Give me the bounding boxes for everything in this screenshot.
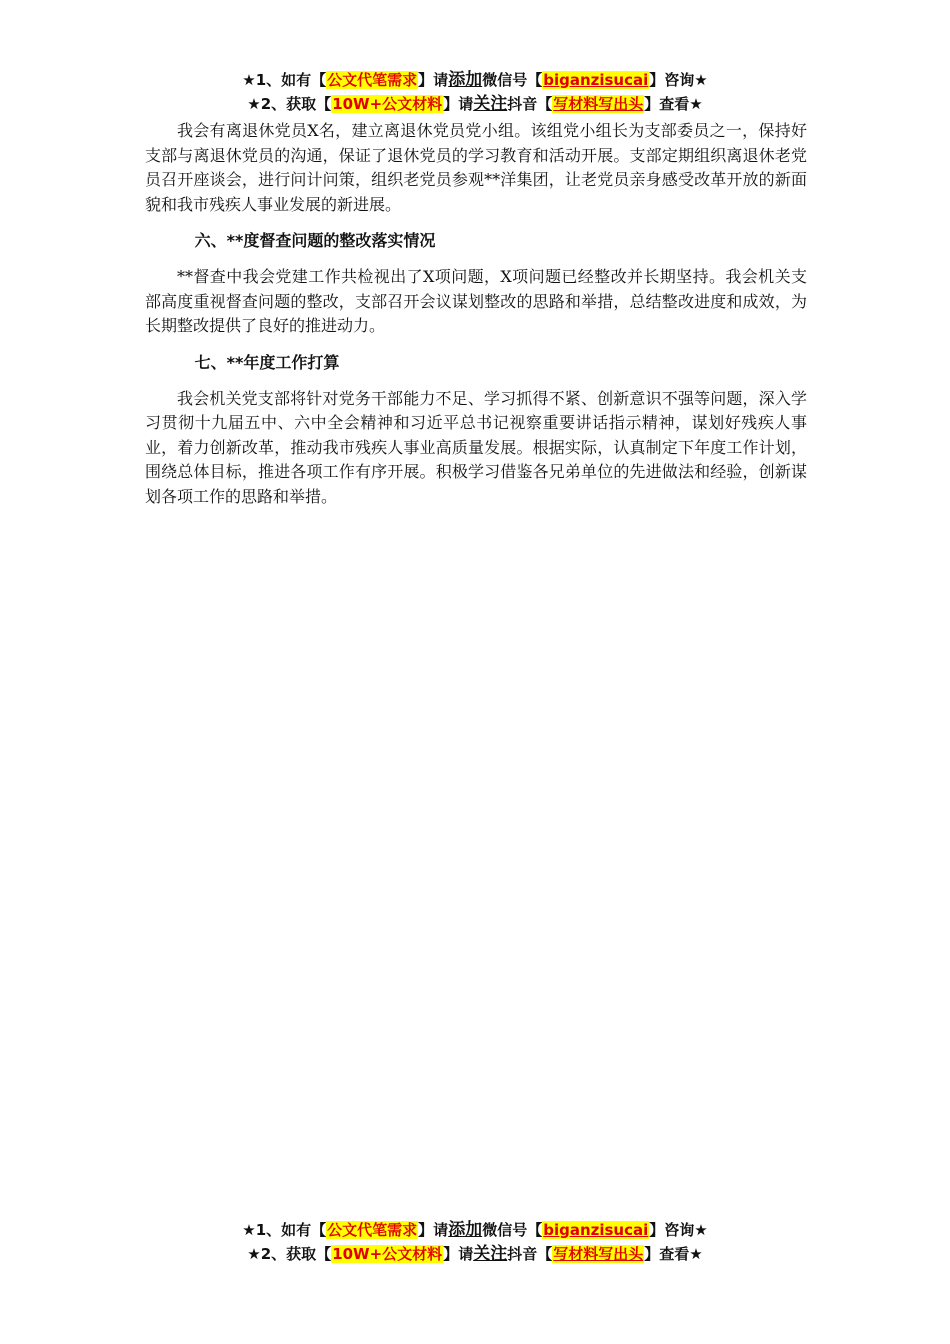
promo-text: 】请 — [443, 1245, 474, 1263]
promo-text: 抖音【 — [507, 1245, 553, 1263]
document-body — [145, 119, 807, 509]
promo-text: ★2、获取【 — [247, 1245, 332, 1263]
douyin-id-highlight: 写材料写出头 — [553, 1245, 644, 1263]
section-heading-6: 六、**度督查问题的整改落实情况 — [194, 231, 436, 250]
section-heading-7: 七、**年度工作打算 — [194, 352, 340, 372]
promo-line-2 — [0, 92, 950, 116]
promo-text: 】请 — [418, 71, 449, 89]
paragraph-inspection-rectification: **督查中我会党建工作共检视出了X项问题，X项问题已经整改并长期坚持。我会机关支部高度重视督查问题的整改，支部召开会议谋划整改的思路和举措，总结整改进度和成效，为长期整改提供了良好的推进动力。 — [145, 267, 807, 335]
promo-emphasis: 关注 — [473, 94, 508, 114]
promo-highlight: 公文代笔需求 — [327, 1221, 418, 1239]
bottom-promo-banner — [0, 1218, 950, 1266]
paragraph-work-plan: 我会机关党支部将针对党务干部能力不足、学习抓得不紧、创新意识不强等问题，深入学习贯彻十九届五中、六中全会精神和习近平总书记视察重要讲话指示精神，谋划好残疾人事业，着力创新改革，推动我市残疾人事业高质量发展。根据实际，认真制定下年度工作计划，围绕总体目标，推进各项工作有序开展。积极学习借鉴各兄弟单位的先进做法和经验，创新谋划各项工作的思路和举措。 — [145, 388, 807, 506]
wechat-id-highlight: biganzisucai — [543, 71, 649, 89]
promo-text: ★1、如有【 — [242, 71, 327, 89]
paragraph-retired-members: 我会有离退休党员X名，建立离退休党员党小组。该组党小组长为支部委员之一，保持好支部与离退休党员的沟通，保证了退休党员的学习教育和活动开展。支部定期组织离退休老党员召开座谈会，进行问计问策，组织老党员参观**洋集团，让老党员亲身感受改革开放的新面貌和我市残疾人事业发展的新进展。 — [145, 121, 807, 214]
promo-highlight: 10W+公文材料 — [332, 1245, 443, 1263]
promo-text: 微信号【 — [482, 1221, 543, 1239]
promo-text: 】咨询★ — [649, 71, 708, 89]
promo-text: 】查看★ — [644, 1245, 703, 1263]
promo-highlight: 10W+公文材料 — [332, 95, 443, 113]
wechat-id-highlight: biganzisucai — [543, 1221, 649, 1239]
promo-emphasis: 添加 — [448, 1220, 483, 1240]
promo-text: 】请 — [418, 1221, 449, 1239]
promo-highlight: 公文代笔需求 — [327, 71, 418, 89]
promo-line-2 — [0, 1242, 950, 1266]
promo-text: 】查看★ — [644, 95, 703, 113]
promo-text: 】请 — [443, 95, 474, 113]
promo-text: ★2、获取【 — [247, 95, 332, 113]
promo-text: 微信号【 — [482, 71, 543, 89]
promo-emphasis: 添加 — [448, 70, 483, 90]
promo-text: 】咨询★ — [649, 1221, 708, 1239]
promo-line-1 — [0, 1218, 950, 1242]
douyin-id-highlight: 写材料写出头 — [553, 95, 644, 113]
promo-text: 抖音【 — [507, 95, 553, 113]
top-promo-banner — [0, 68, 950, 116]
promo-emphasis: 关注 — [473, 1244, 508, 1264]
promo-line-1 — [0, 68, 950, 92]
promo-text: ★1、如有【 — [242, 1221, 327, 1239]
